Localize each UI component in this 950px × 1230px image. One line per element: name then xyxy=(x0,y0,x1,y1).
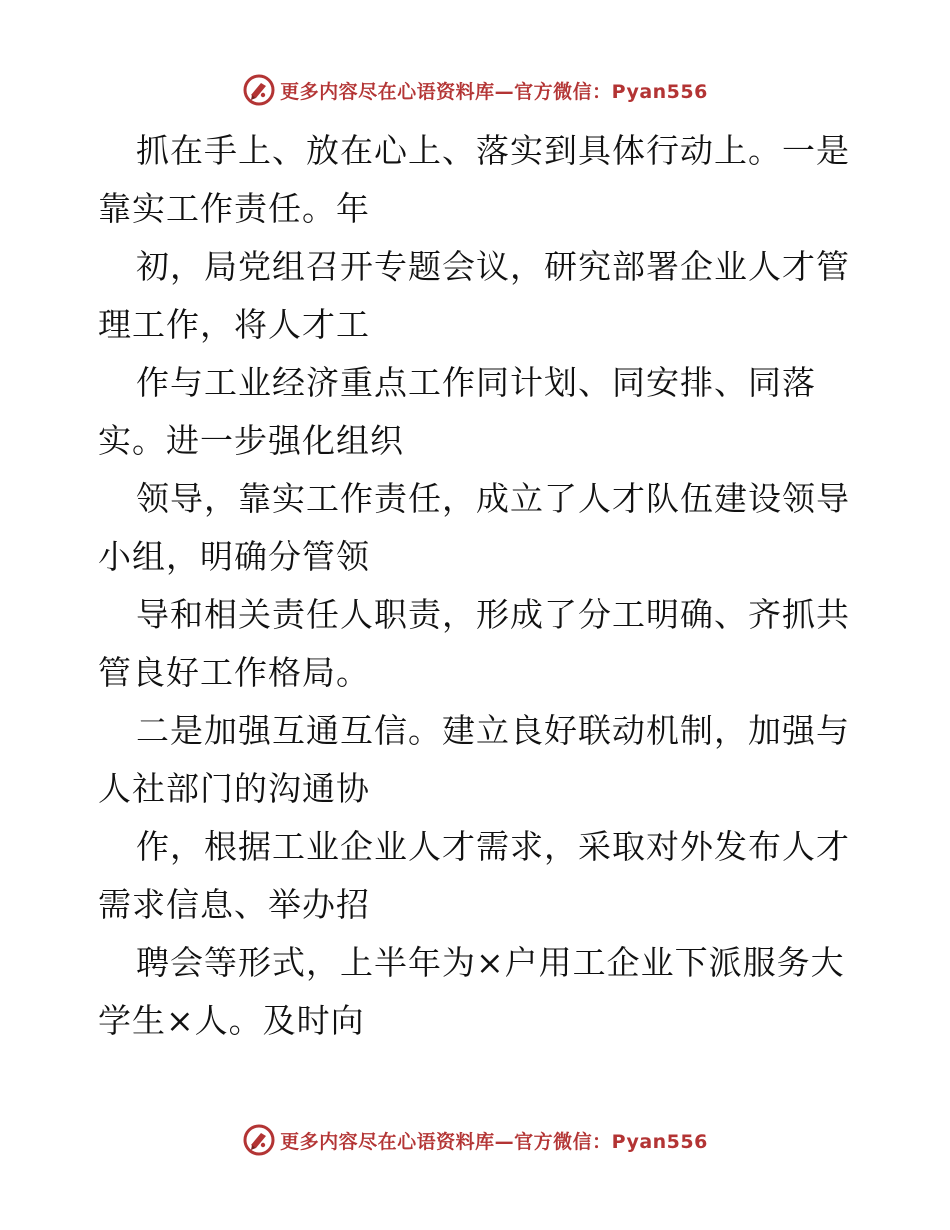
text-line: 聘会等形式，上半年为×户用工企业下派服务大 xyxy=(136,943,845,982)
document-body xyxy=(98,122,858,1050)
text-line: 学生×人。及时向 xyxy=(98,1001,365,1040)
text-line: 靠实工作责任。年 xyxy=(98,189,370,228)
paragraph xyxy=(98,470,858,586)
paragraph xyxy=(98,238,858,354)
text-line: 二是加强互通互信。建立良好联动机制，加强与 xyxy=(136,711,850,750)
text-line: 作与工业经济重点工作同计划、同安排、同落 xyxy=(136,363,816,402)
paragraph xyxy=(98,702,858,818)
text-line: 人社部门的沟通协 xyxy=(98,769,370,808)
text-line: 实。进一步强化组织 xyxy=(98,421,404,460)
text-line: 初，局党组召开专题会议，研究部署企业人才管 xyxy=(136,247,850,286)
text-line: 导和相关责任人职责，形成了分工明确、齐抓共 xyxy=(136,595,850,634)
text-line: 小组，明确分管领 xyxy=(98,537,370,576)
logo-icon xyxy=(242,73,276,107)
logo-icon xyxy=(242,1123,276,1157)
header-watermark-text: 更多内容尽在心语资料库—官方微信：Pyan556 xyxy=(280,80,708,103)
text-line: 作，根据工业企业人才需求，采取对外发布人才 xyxy=(136,827,850,866)
text-line: 理工作，将人才工 xyxy=(98,305,370,344)
text-line: 需求信息、举办招 xyxy=(98,885,370,924)
paragraph xyxy=(98,586,858,702)
footer-watermark xyxy=(0,1120,950,1160)
paragraph xyxy=(98,934,858,1050)
header-watermark xyxy=(0,70,950,110)
text-line: 管良好工作格局。 xyxy=(98,653,370,692)
paragraph xyxy=(98,818,858,934)
text-line: 抓在手上、放在心上、落实到具体行动上。一是 xyxy=(136,131,850,170)
footer-watermark-text: 更多内容尽在心语资料库—官方微信：Pyan556 xyxy=(280,1130,708,1153)
paragraph xyxy=(98,122,858,238)
paragraph xyxy=(98,354,858,470)
text-line: 领导，靠实工作责任，成立了人才队伍建设领导 xyxy=(136,479,850,518)
